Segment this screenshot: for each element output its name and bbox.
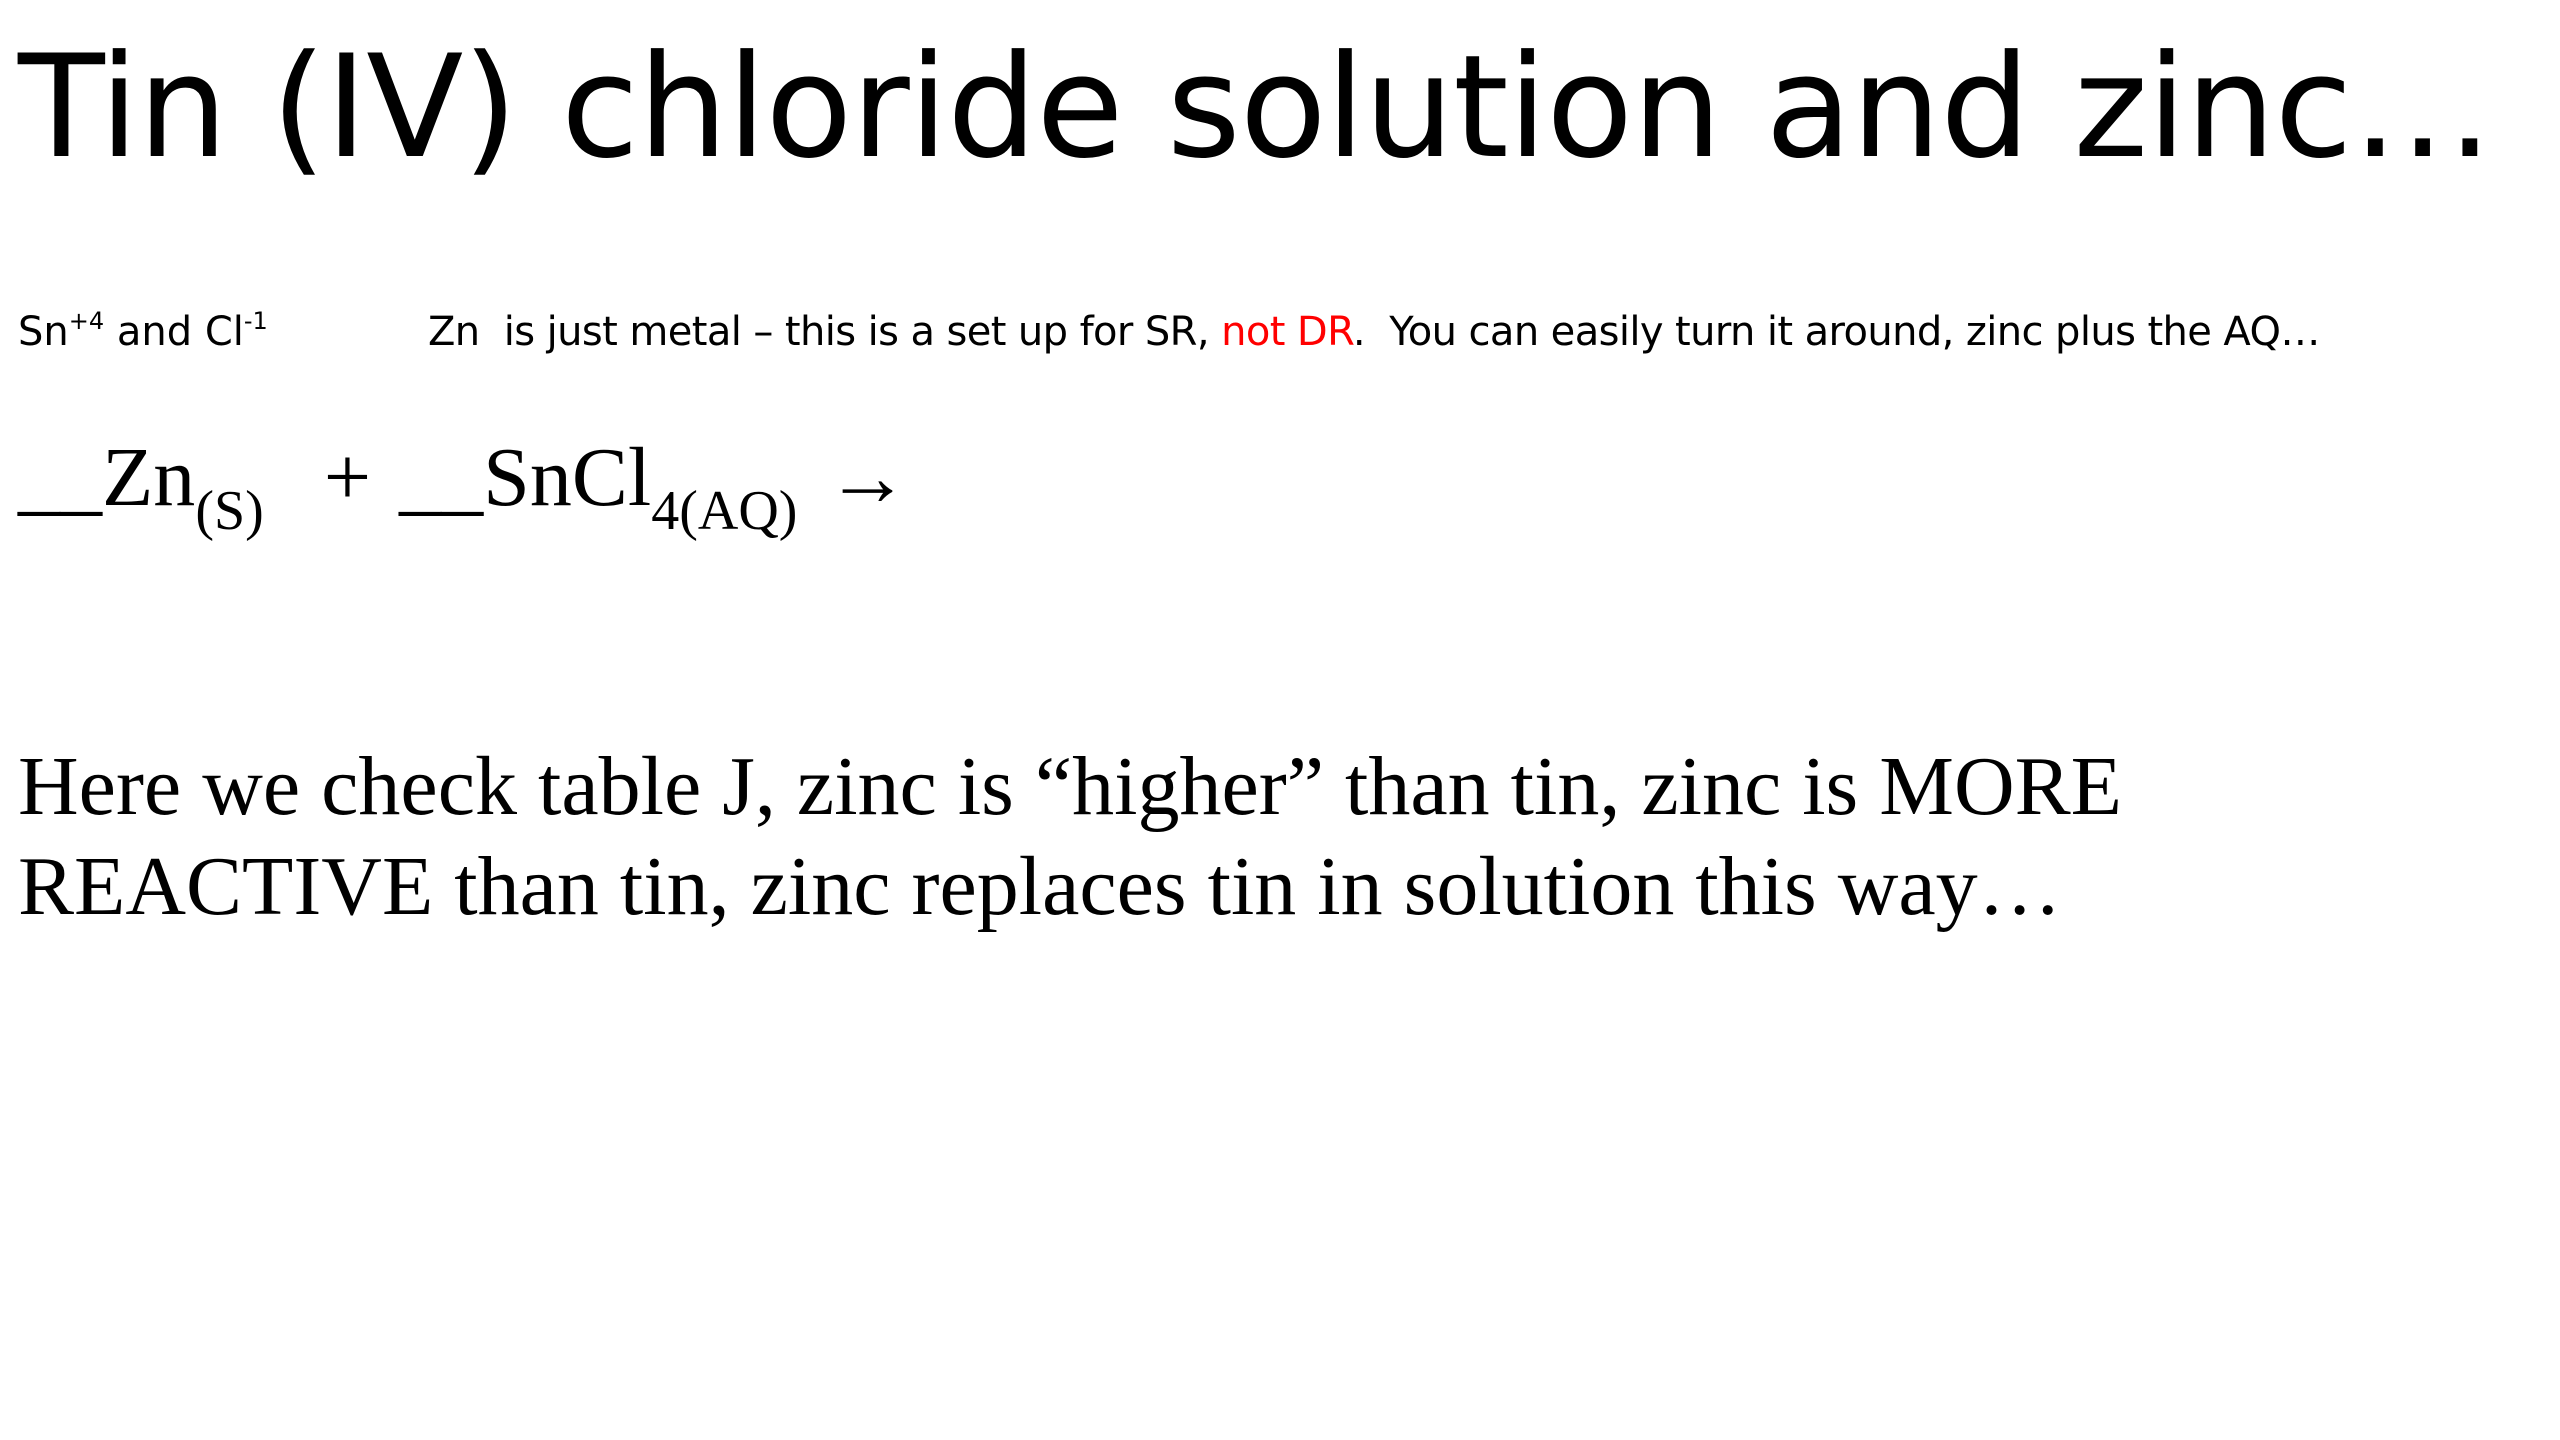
reactant-tin-chloride: SnCl <box>483 431 652 524</box>
chemical-equation <box>18 428 910 542</box>
ions-joiner: and <box>104 309 205 355</box>
zinc-state: (S) <box>195 480 264 542</box>
reactant-zinc: Zn <box>102 431 196 524</box>
note-highlight: not DR <box>1221 309 1353 355</box>
tin-charge: +4 <box>68 307 105 335</box>
tin-symbol: Sn <box>18 309 69 355</box>
coefficient-blank-1: __ <box>18 431 102 524</box>
chlorine-symbol: Cl <box>204 309 244 355</box>
plus-sign: + <box>323 431 372 524</box>
ion-charges <box>18 308 268 356</box>
note-text-end: . You can easily turn it around, zinc plus the AQ… <box>1352 309 2320 355</box>
reaction-arrow: → <box>825 431 910 524</box>
slide-title: Tin (IV) chloride solution and zinc… <box>18 25 2493 190</box>
note-text-start: Zn is just metal – this is a set up for SR, <box>428 309 1222 355</box>
coefficient-blank-2: __ <box>399 431 484 524</box>
chlorine-charge: -1 <box>243 307 268 335</box>
reaction-note <box>428 308 2320 356</box>
explanation-text: Here we check table J, zinc is “higher” than tin, zinc is MORE REACTIVE than tin, zinc replaces tin in solution this way… <box>18 740 2122 933</box>
tin-chloride-subscript: 4(AQ) <box>651 480 798 542</box>
